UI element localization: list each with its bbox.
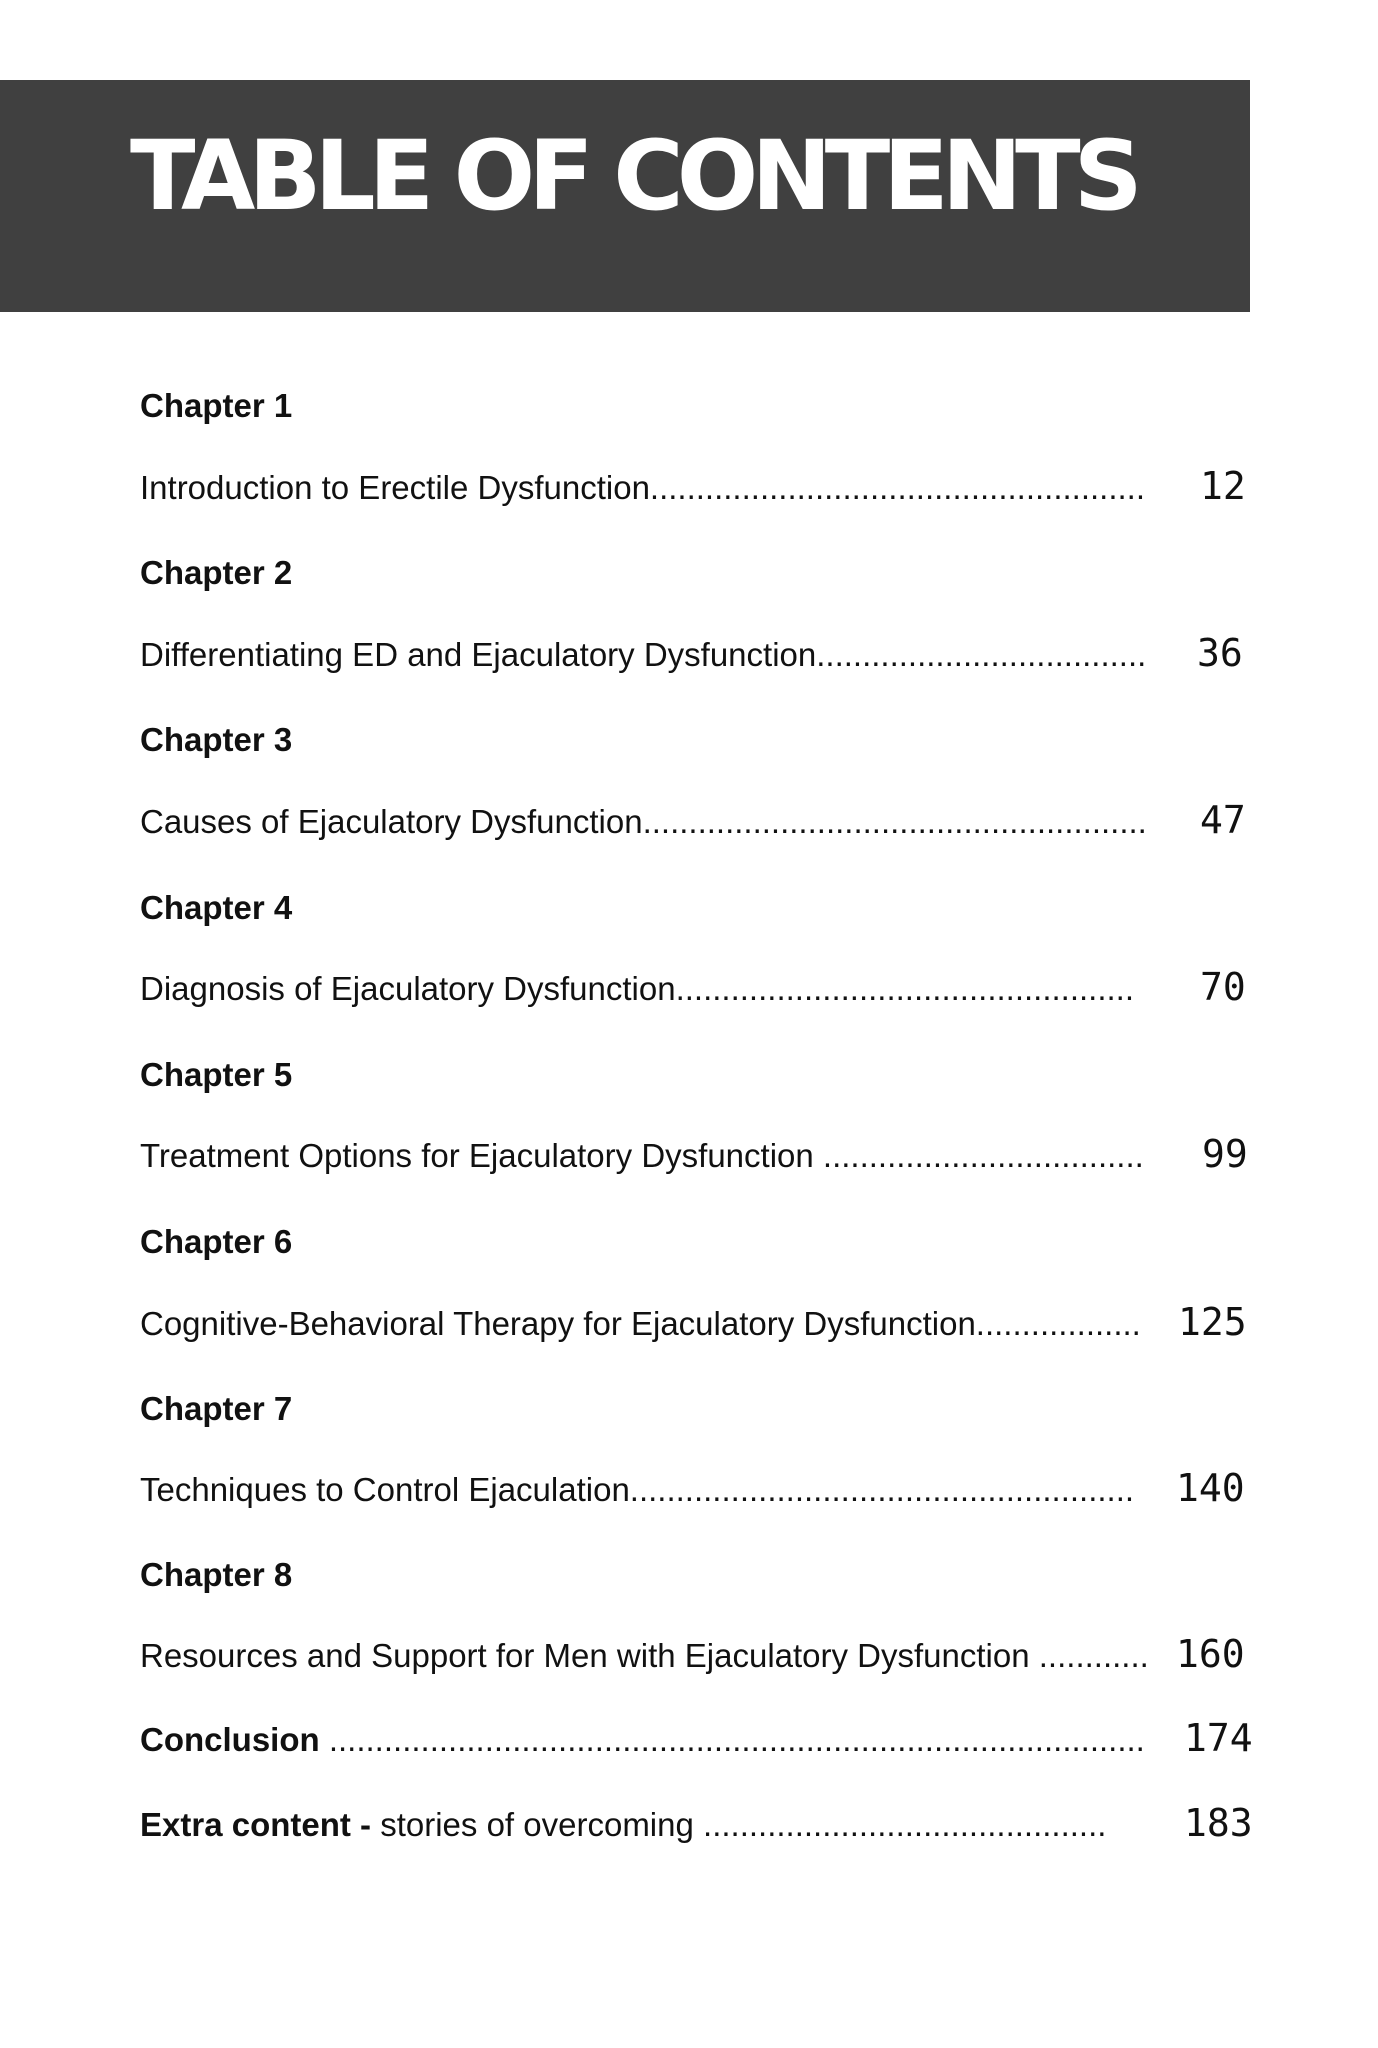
extra-leader: ............................................ bbox=[693, 1806, 1107, 1843]
toc-entry[interactable] bbox=[140, 798, 1260, 846]
toc-page-number: 174 bbox=[1184, 1716, 1253, 1760]
extra-label-text: stories of overcoming bbox=[371, 1806, 694, 1843]
chapter-heading: Chapter 5 bbox=[140, 1056, 293, 1093]
toc-entry-extra[interactable] bbox=[140, 1801, 1260, 1849]
toc-entry[interactable] bbox=[140, 1466, 1260, 1514]
chapter-heading: Chapter 7 bbox=[140, 1390, 293, 1427]
toc-page-number: 183 bbox=[1184, 1801, 1253, 1845]
toc-entry-title: Introduction to Erectile Dysfunction...................................................... bbox=[140, 469, 1146, 506]
page-title: TABLE OF CONTENTS bbox=[130, 120, 1136, 232]
toc-entry-title: Diagnosis of Ejaculatory Dysfunction.................................................. bbox=[140, 970, 1135, 1007]
toc-entry-title bbox=[140, 1720, 1176, 1760]
toc-page-number: 140 bbox=[1176, 1466, 1245, 1510]
conclusion-leader: ......................................................................................... bbox=[319, 1721, 1145, 1758]
toc-entry-title: Differentiating ED and Ejaculatory Dysfunction.................................... bbox=[140, 636, 1147, 673]
extra-label-bold: Extra content - bbox=[140, 1806, 372, 1843]
toc-entry[interactable] bbox=[140, 1132, 1260, 1180]
chapter-heading: Chapter 3 bbox=[140, 721, 293, 758]
toc-entry-title: Techniques to Control Ejaculation....................................................... bbox=[140, 1471, 1135, 1508]
toc-entry[interactable] bbox=[140, 1300, 1260, 1348]
toc-entry-title bbox=[140, 1805, 1140, 1845]
chapter-heading: Chapter 1 bbox=[140, 387, 293, 424]
toc-entry-title: Treatment Options for Ejaculatory Dysfunction ................................... bbox=[140, 1137, 1144, 1174]
toc-page-number: 99 bbox=[1202, 1132, 1248, 1176]
toc-page-number: 70 bbox=[1200, 965, 1246, 1009]
toc-entry-title: Causes of Ejaculatory Dysfunction....................................................... bbox=[140, 803, 1147, 840]
toc-entry[interactable] bbox=[140, 1632, 1260, 1680]
chapter-heading: Chapter 4 bbox=[140, 889, 293, 926]
toc-entry[interactable] bbox=[140, 464, 1260, 512]
toc-page-number: 47 bbox=[1200, 798, 1246, 842]
toc-entry[interactable] bbox=[140, 631, 1260, 679]
toc-entry-conclusion[interactable] bbox=[140, 1716, 1260, 1764]
toc-entry-title: Resources and Support for Men with Ejaculatory Dysfunction ............ bbox=[140, 1637, 1149, 1674]
chapter-heading: Chapter 6 bbox=[140, 1223, 293, 1260]
chapter-heading: Chapter 2 bbox=[140, 554, 293, 591]
chapter-heading: Chapter 8 bbox=[140, 1556, 293, 1593]
toc-entry-title: Cognitive-Behavioral Therapy for Ejaculatory Dysfunction.................. bbox=[140, 1305, 1141, 1342]
toc-page-number: 160 bbox=[1176, 1632, 1245, 1676]
toc-page-number: 36 bbox=[1197, 631, 1243, 675]
toc-page-number: 125 bbox=[1178, 1300, 1247, 1344]
conclusion-label: Conclusion bbox=[140, 1721, 320, 1758]
toc-page-number: 12 bbox=[1200, 464, 1246, 508]
toc-entry[interactable] bbox=[140, 965, 1260, 1013]
